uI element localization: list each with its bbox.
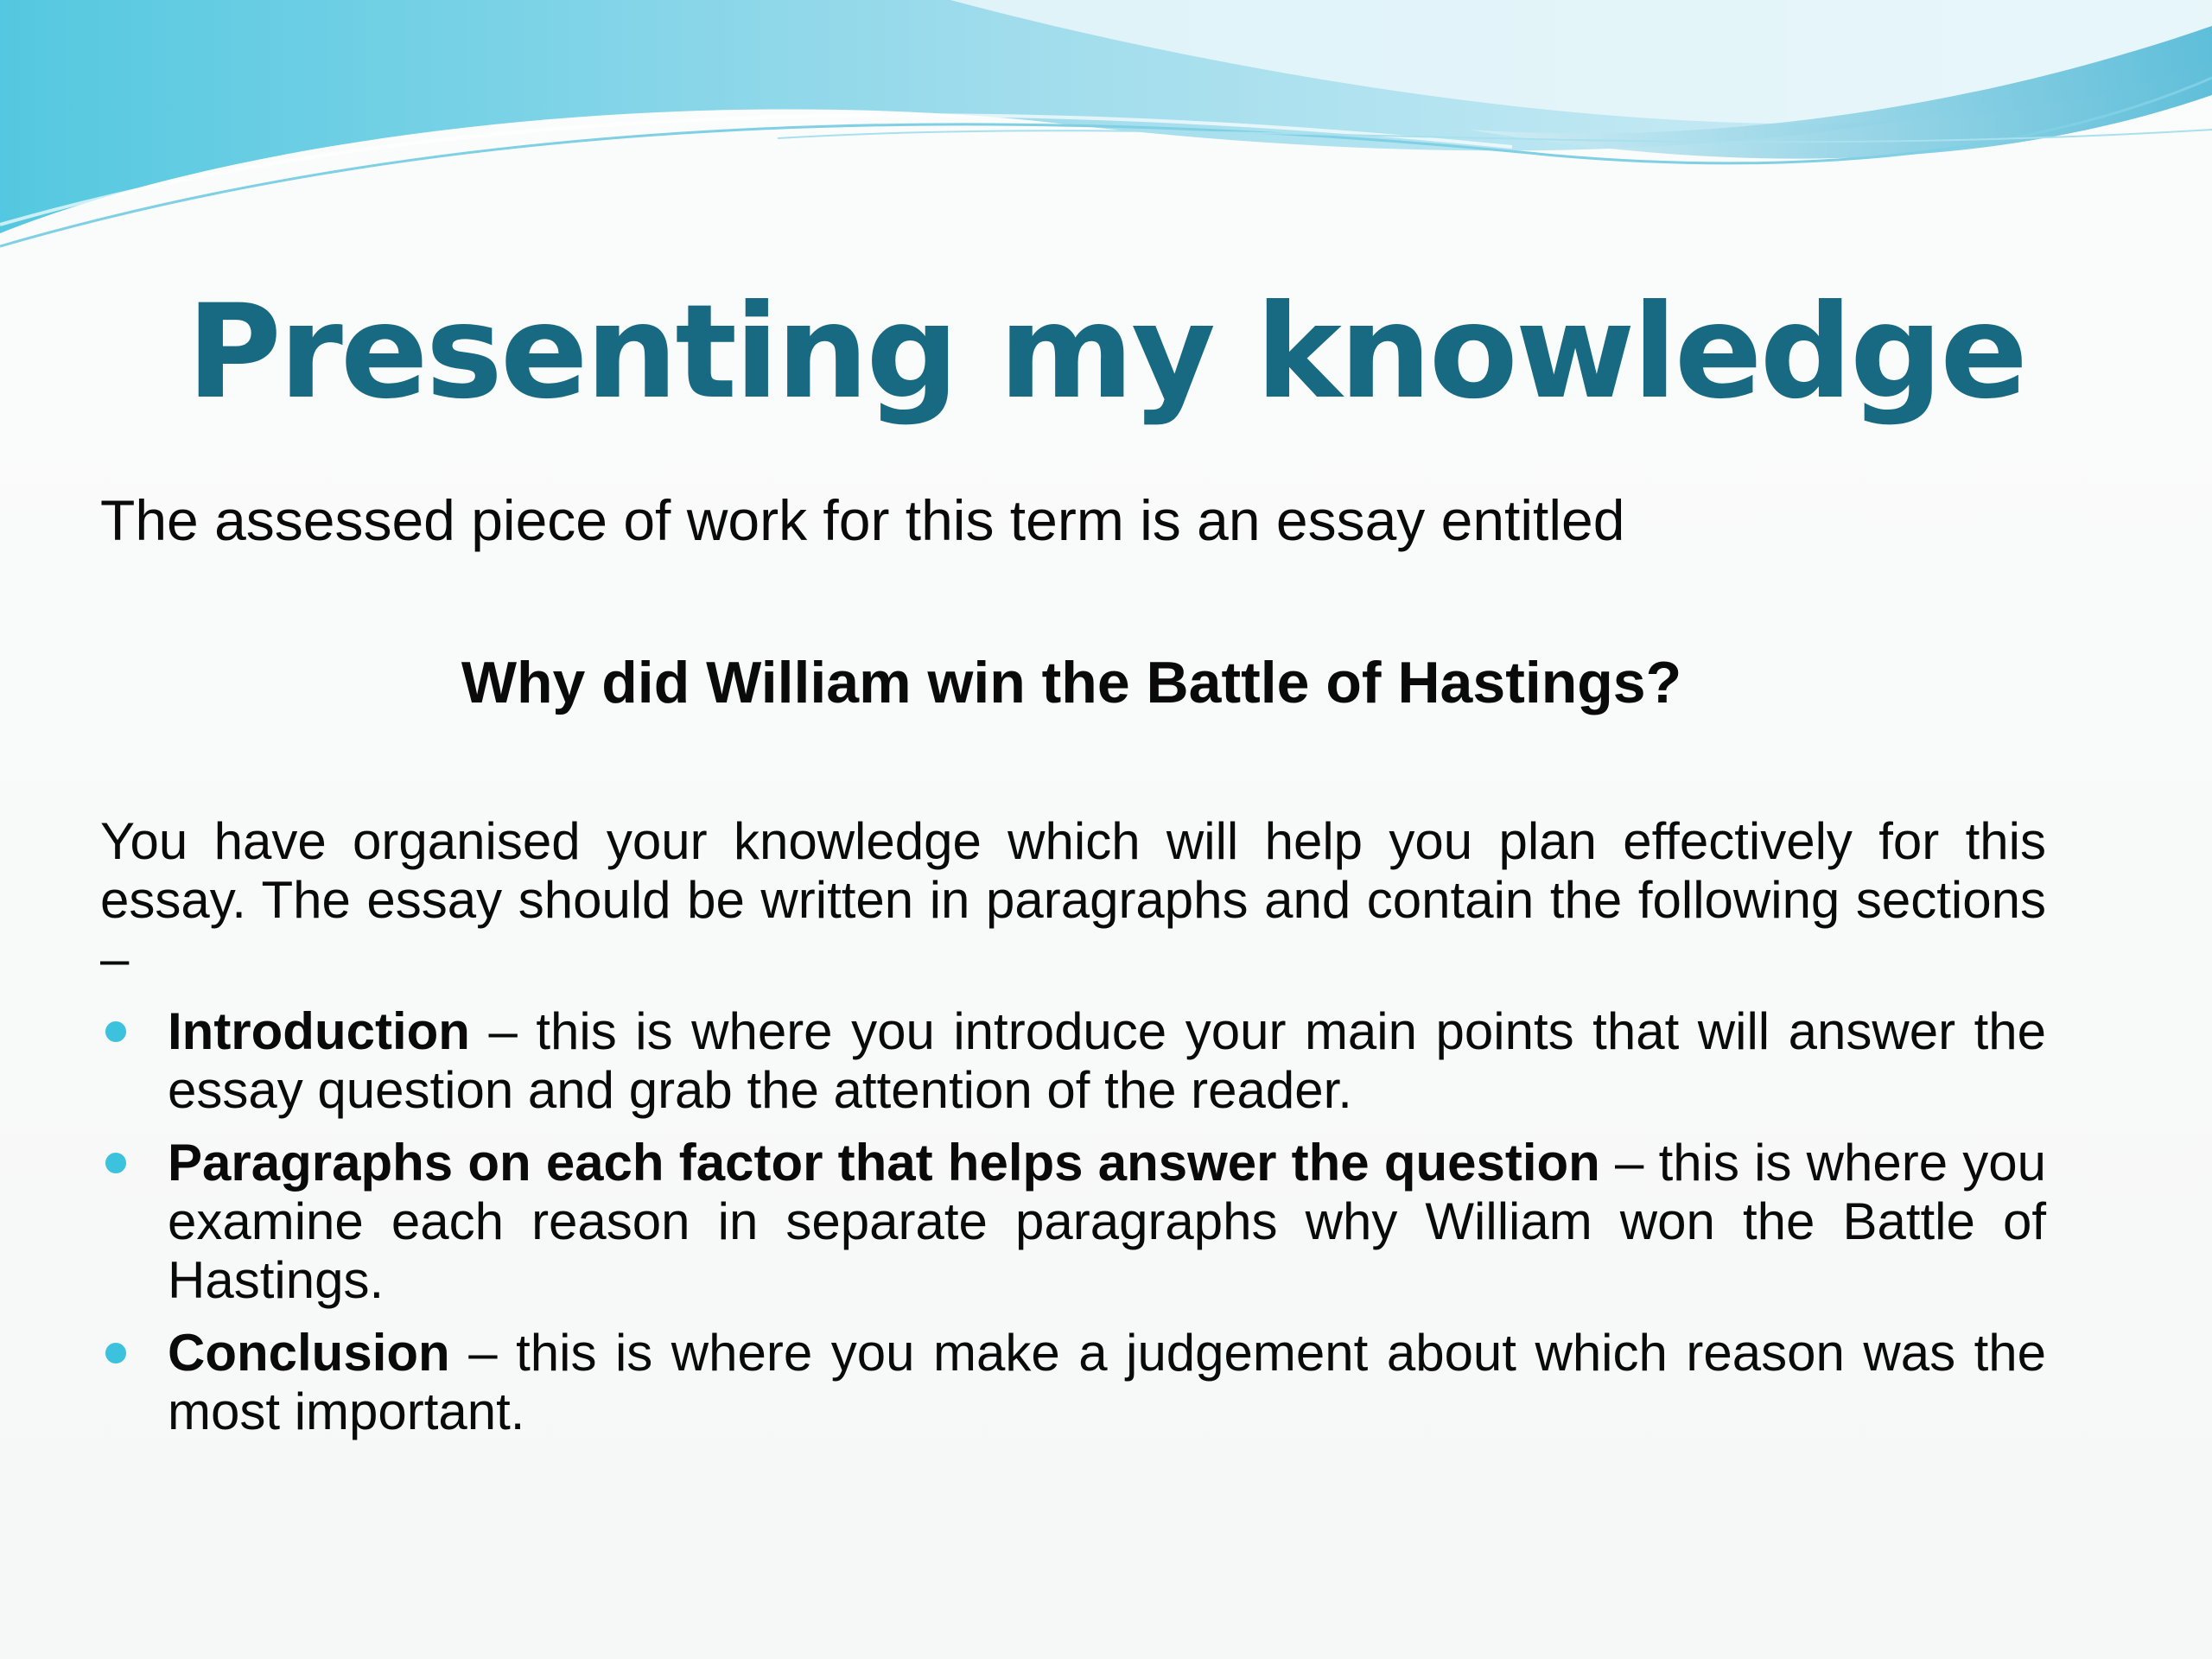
- section-term: Paragraphs on each factor that helps answer the question: [168, 1134, 1600, 1192]
- header-wave-decoration: [0, 0, 2212, 259]
- instructions-paragraph: You have organised your knowledge which will help you plan effectively for this essay. The essay should be written in paragraphs and contain the following sections –: [100, 812, 2046, 988]
- section-description: – this is where you examine each reason in separate paragraphs why William won the Battle of Hastings.: [168, 1134, 2046, 1309]
- section-term: Introduction: [168, 1002, 470, 1060]
- section-description: – this is where you make a judgement about which reason was the most important.: [168, 1324, 2046, 1440]
- list-item-introduction: [100, 1002, 2046, 1120]
- slide-title: Presenting my knowledge: [186, 277, 2026, 428]
- bullet-icon: [105, 1021, 126, 1042]
- list-item-paragraphs: [100, 1134, 2046, 1310]
- bullet-icon: [105, 1153, 126, 1173]
- essay-question: Why did William win the Battle of Hastings?: [461, 650, 1682, 715]
- bullet-icon: [105, 1343, 126, 1363]
- sections-list: [100, 1002, 2046, 1455]
- list-item-conclusion: [100, 1324, 2046, 1441]
- section-term: Conclusion: [168, 1324, 450, 1382]
- section-description: – this is where you introduce your main points that will answer the essay question and grab the attention of the reader.: [168, 1002, 2046, 1119]
- intro-text: The assessed piece of work for this term is an essay entitled: [100, 488, 1625, 552]
